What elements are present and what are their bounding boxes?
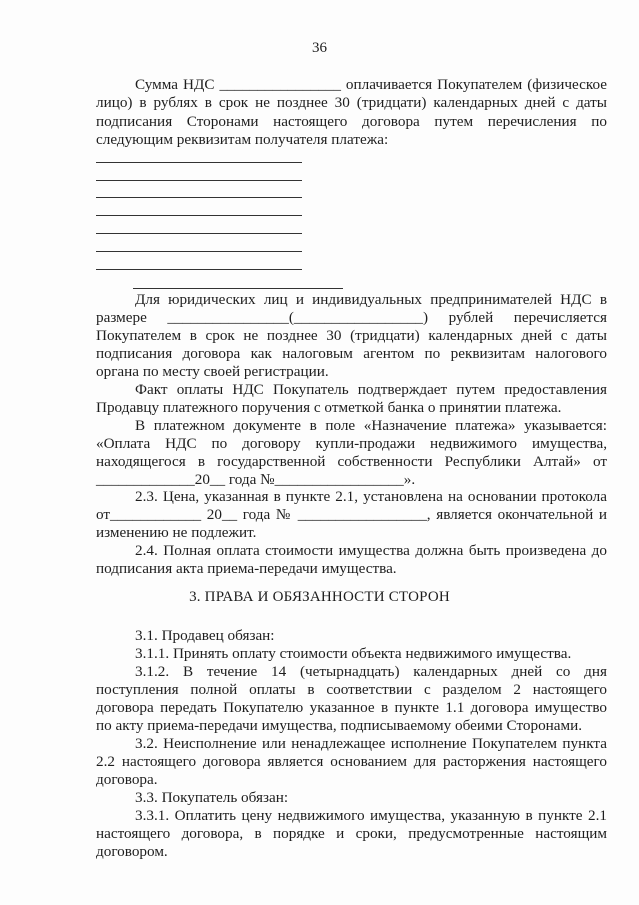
clause-3-2-line-1: 3.2. Неисполнение или ненадлежащее исполнение Покупателем пункта [135, 735, 607, 752]
clause-3-1: 3.1. Продавец обязан: [135, 627, 275, 644]
clause-3-3: 3.3. Покупатель обязан: [135, 789, 289, 806]
clause-3-1-2-line-4: по акту приема-передачи имущества, подписываемому обеими Сторонами. [96, 717, 583, 734]
requisite-blank-line [133, 288, 343, 289]
requisite-blank-line [96, 162, 302, 163]
clause-2-4-line-1: 2.4. Полная оплата стоимости имущества должна быть произведена до [135, 542, 607, 559]
purpose-line-3: находящегося в государственной собственности Республики Алтай» от [96, 453, 607, 470]
vat-line-4: следующим реквизитам получателя платежа: [96, 131, 389, 148]
clause-3-1-2-line-3: договора передать Покупателю указанное в пункте 1.1 договора имущество [96, 699, 607, 716]
requisite-blank-line [96, 233, 302, 234]
clause-3-1-2-line-2: поступления полной оплаты в соответствии с разделом 2 настоящего [96, 681, 607, 698]
clause-3-2-line-2: 2.2 настоящего договора является основанием для расторжения настоящего [96, 753, 607, 770]
vat-line-3: подписания Сторонами настоящего договора путем перечисления по [96, 113, 607, 130]
clause-3-2-line-3: договора. [96, 771, 158, 788]
legal-line-1: Для юридических лиц и индивидуальных предпринимателей НДС в [135, 291, 607, 308]
legal-line-2: размере ________________(_________________) рублей перечисляется [96, 309, 607, 326]
clause-3-3-1-line-2: настоящего договора, в порядке и сроки, предусмотренные настоящим [96, 825, 607, 842]
clause-3-3-1-line-1: 3.3.1. Оплатить цену недвижимого имущества, указанную в пункте 2.1 [135, 807, 607, 824]
purpose-line-4: _____________20__ года №_________________». [96, 471, 416, 488]
clause-2-3-line-3: изменению не подлежит. [96, 524, 257, 541]
purpose-line-1: В платежном документе в поле «Назначение платежа» указывается: [135, 417, 607, 434]
legal-line-4: подписания договора как налоговым агентом по реквизитам налогового [96, 345, 607, 362]
payment-fact-line-1: Факт оплаты НДС Покупатель подтверждает путем предоставления [135, 381, 607, 398]
requisite-blank-line [96, 180, 302, 181]
clause-2-3-line-2: от____________ 20__ года № _________________, является окончательной и [96, 506, 607, 523]
clause-3-1-2-line-1: 3.1.2. В течение 14 (четырнадцать) календарных дней со дня [135, 663, 607, 680]
requisite-blank-line [96, 197, 302, 198]
page-number: 36 [312, 40, 327, 56]
vat-line-2: лицо) в рублях в срок не позднее 30 (тридцати) календарных дней с даты [96, 94, 607, 111]
legal-line-5: органа по месту своей регистрации. [96, 363, 329, 380]
clause-2-3-line-1: 2.3. Цена, указанная в пункте 2.1, установлена на основании протокола [135, 488, 607, 505]
clause-3-3-1-line-3: договором. [96, 843, 168, 860]
purpose-line-2: «Оплата НДС по договору купли-продажи недвижимого имущества, [96, 435, 607, 452]
vat-line-1: Сумма НДС ________________ оплачивается Покупателем (физическое [135, 76, 607, 93]
clause-3-1-1: 3.1.1. Принять оплату стоимости объекта недвижимого имущества. [135, 645, 572, 662]
legal-line-3: Покупателем в срок не позднее 30 (тридцати) календарных дней с даты [96, 327, 607, 344]
clause-2-4-line-2: подписания акта приема-передачи имущества. [96, 560, 397, 577]
requisite-blank-line [96, 215, 302, 216]
section-title: 3. ПРАВА И ОБЯЗАННОСТИ СТОРОН [189, 589, 450, 605]
requisite-blank-line [96, 269, 302, 270]
payment-fact-line-2: Продавцу платежного поручения с отметкой банка о принятии платежа. [96, 399, 562, 416]
requisite-blank-line [96, 251, 302, 252]
